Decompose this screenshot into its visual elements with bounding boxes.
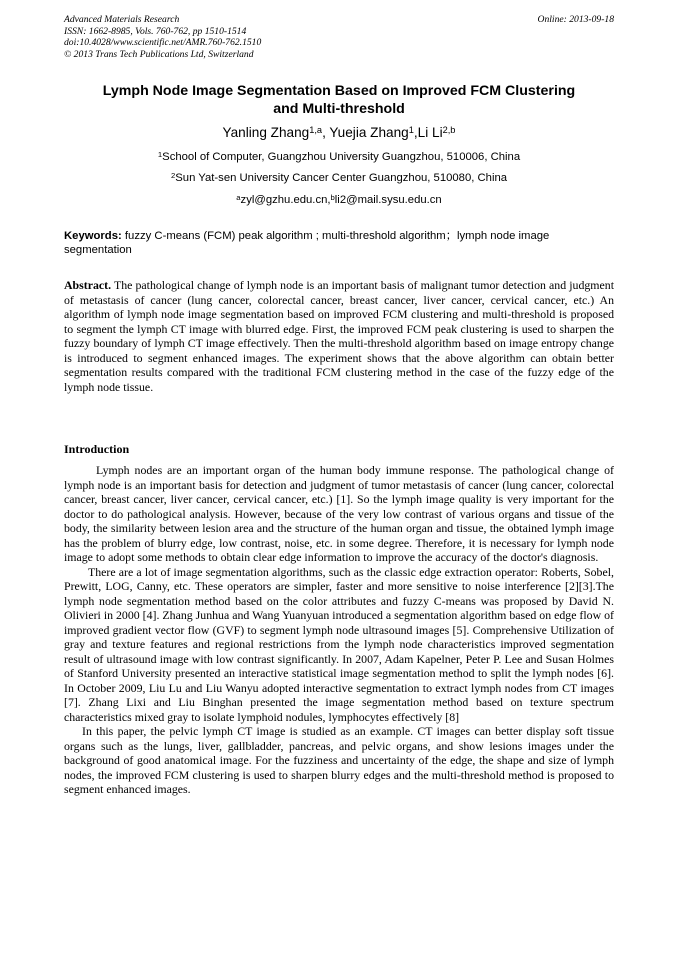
affiliation-marker: 2 xyxy=(170,170,176,180)
affiliation-1 xyxy=(64,150,614,165)
copyright-line: © 2013 Trans Tech Publications Ltd, Switzerland xyxy=(64,48,254,60)
affiliation-marker: 1,a xyxy=(309,124,323,135)
paragraph: Lymph nodes are an important organ of the human body immune response. The pathological change of lymph node is an important basis for detection and judgment of tumor metastasis of cancer (lung cancer, colorectal cancer, breast cancer, liver cancer, cervical cancer, etc.) [1]. So the lymph image quality is very important for the doctor to do pathological analysis. However, because of the very low contrast of various organs and tissue of the body, the similarity between lesion area and the structure of the human organ and tissue, the obtained lymph image has the problem of blurry edge, low contrast, noise, etc. in some degree. Therefore, it is necessary for lymph node image to adopt some methods to obtain clear edge information to improve the accuracy of the doctor's diagnosis. xyxy=(64,463,614,564)
author-name: , Yuejia Zhang xyxy=(322,125,409,140)
affiliation-marker: 2,b xyxy=(442,124,456,135)
online-date: Online: 2013-09-18 xyxy=(537,14,614,25)
email-link[interactable]: zyl@gzhu.edu.cn, xyxy=(240,194,331,206)
affiliation-marker: 1 xyxy=(157,149,163,159)
email-marker: b xyxy=(330,192,335,202)
abstract xyxy=(64,278,614,394)
author-name: ,Li Li xyxy=(413,125,443,140)
paragraph: In this paper, the pelvic lymph CT image is studied as an example. CT images can better display soft tissue organs such as the lungs, liver, gallbladder, pancreas, and pelvic organs, and show lesions images under the background of good anatomical image. For the fuzziness and uncertainty of the edge, the shape and size of lymph nodes, the improved FCM clustering is used to sharpen blurry edges and the multi-threshold method is proposed to segment enhanced images. xyxy=(64,724,614,796)
email-link[interactable]: li2@mail.sysu.edu.cn xyxy=(334,194,442,206)
title-line-2: and Multi-threshold xyxy=(273,101,405,117)
author-emails xyxy=(64,193,614,208)
affiliation-marker: 1 xyxy=(408,124,414,135)
affiliation-text: School of Computer, Guangzhou University Guangzhou, 510006, China xyxy=(162,151,521,163)
section-heading: Introduction xyxy=(64,442,130,456)
issn-line: ISSN: 1662-8985, Vols. 760-762, pp 1510-1514 xyxy=(64,25,247,37)
paper-title xyxy=(64,82,614,118)
abstract-text: The pathological change of lymph node is an important basis of malignant tumor detection and judgment of metastasis of cancer (lung cancer, colorectal cancer, breast cancer, liver cancer, cervical cancer, etc.) An algorithm of lymph node image segmentation based on improved FCM clustering and multi-threshold is proposed to segment the lymph CT image with blurred edge. First, the improved FCM peak clustering is used to sharpen the fuzzy boundary of lymph CT image effectively. Then the multi-threshold algorithm based on image entropy change is introduced to segment enhanced images. The experiment shows that the above algorithm can obtain better segmentation results compared with the traditional FCM clustering method in the case of the fuzzy edge of the lymph node tissue. xyxy=(64,278,614,394)
doi-line[interactable]: doi:10.4028/www.scientific.net/AMR.760-762.1510 xyxy=(64,37,262,49)
keywords-label: Keywords: xyxy=(64,230,122,242)
affiliation-text: Sun Yat-sen University Cancer Center Guangzhou, 510080, China xyxy=(175,172,508,184)
keywords xyxy=(64,229,614,258)
abstract-label: Abstract. xyxy=(64,278,112,292)
email-marker: a xyxy=(236,192,241,202)
affiliation-2 xyxy=(64,171,614,186)
publication-header xyxy=(64,14,464,60)
author-list xyxy=(64,124,614,143)
introduction-body xyxy=(64,463,614,797)
author-name: Yanling Zhang xyxy=(222,125,310,140)
paragraph: There are a lot of image segmentation algorithms, such as the classic edge extraction operator: Roberts, Sobel, Prewitt, LOG, Canny, etc. These operators are simpler, faster and more sensitive to noise interference [2][3].The lymph node segmentation method based on the color attributes and fuzzy C-means was proposed by David N. Olivieri in 2000 [4]. Zhang Junhua and Wang Yuanyuan introduced a segmentation algorithm based on edge flow of improved gradient vector flow (GVF) to segment lymph node ultrasound images [5]. Comprehensive Utilization of gray and texture features and regional restrictions from the lymph node characteristics improved segmentation result of ultrasound image with low contrast significantly. In 2007, Adam Kapelner, Peter P. Lee and Susan Holmes of Stanford University presented an interactive statistical image segmentation method to split the lymph nodes [6]. In October 2009, Liu Lu and Liu Wanyu adopted interactive segmentation to extract lymph nodes from CT images [7]. Zhang Lixi and Liu Binghan presented the image segmentation method based on texture spectrum characteristics mixed gray to isolate lymphoid nodules, lymphocytes effectively [8] xyxy=(64,564,614,724)
title-line-1: Lymph Node Image Segmentation Based on Improved FCM Clustering xyxy=(102,83,576,99)
keywords-text: fuzzy C-means (FCM) peak algorithm ; multi-threshold algorithm；lymph node image segmentation xyxy=(64,230,550,257)
journal-name: Advanced Materials Research xyxy=(64,14,180,25)
